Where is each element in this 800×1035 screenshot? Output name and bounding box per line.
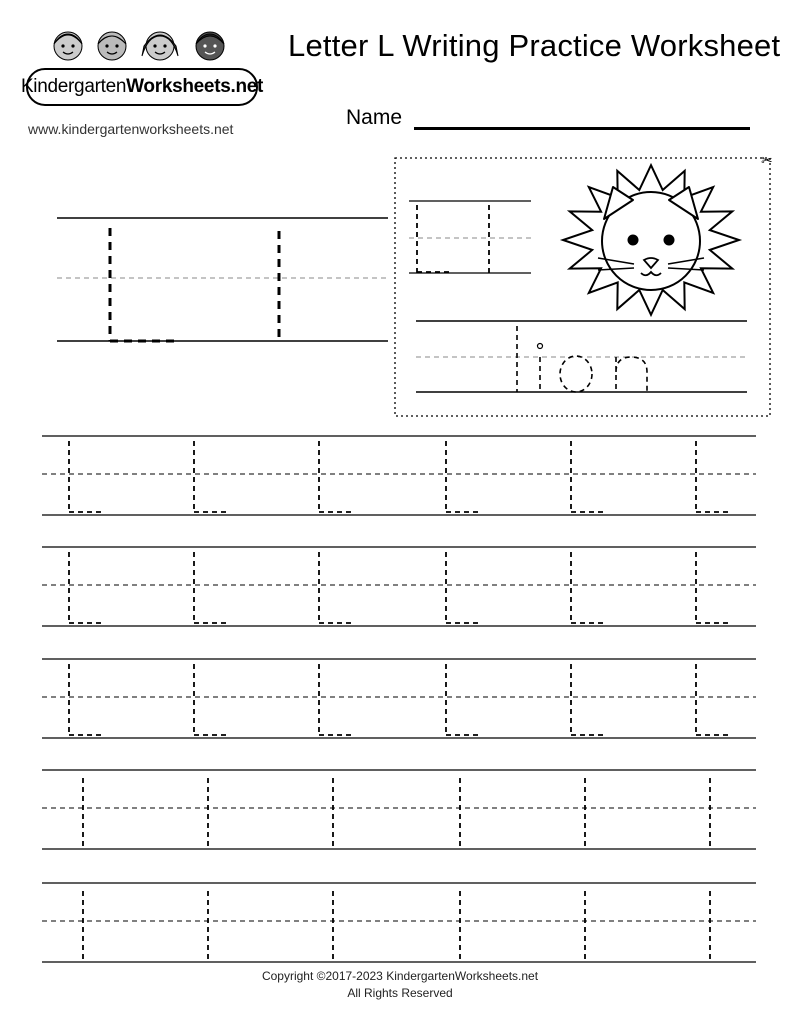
practice-row[interactable] <box>42 883 756 962</box>
page-title: Letter L Writing Practice Worksheet <box>288 28 781 63</box>
logo-text-part1: Kindergarten <box>20 76 127 97</box>
example-box <box>395 158 770 416</box>
traced-word <box>517 326 647 392</box>
large-letter-guide <box>57 218 388 341</box>
copyright-line1: Copyright ©2017-2023 KindergartenWorksheets.net <box>261 969 539 983</box>
site-url: www.kindergartenworksheets.net <box>28 121 234 137</box>
logo-text-part2: Worksheets.net <box>126 76 264 97</box>
lion-face-icon <box>563 165 739 315</box>
name-label: Name <box>346 106 403 129</box>
practice-row[interactable] <box>42 659 756 738</box>
box-letter-guide <box>409 201 531 273</box>
copyright-line2: All Rights Reserved <box>347 986 453 1000</box>
practice-row[interactable] <box>42 436 756 515</box>
scissors-icon: ✂ <box>761 153 773 169</box>
practice-rows[interactable] <box>42 436 756 962</box>
copyright-footer <box>0 968 800 1002</box>
practice-row[interactable] <box>42 770 756 849</box>
practice-row[interactable] <box>42 547 756 626</box>
